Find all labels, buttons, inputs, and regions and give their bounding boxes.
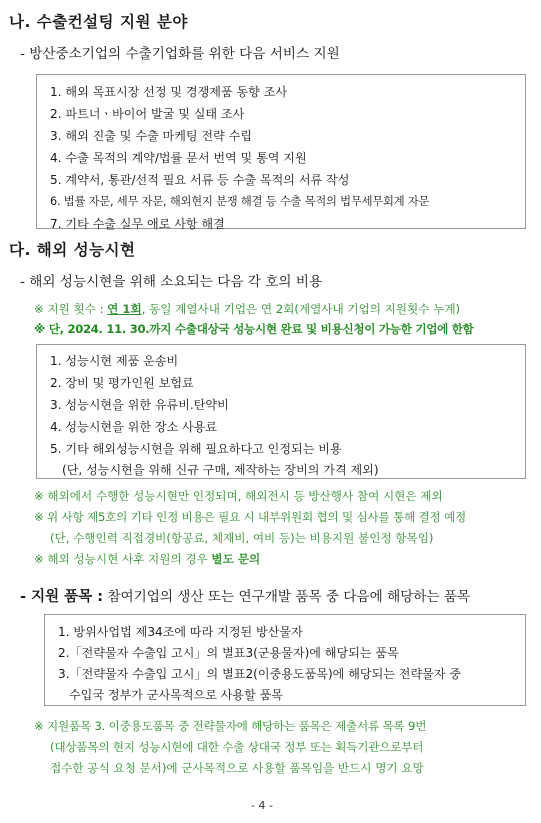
- support-count-note: [34, 301, 460, 317]
- note-committee-review: ※ 위 사항 제5호의 기타 인정 비용은 필요 시 내부위원회 협의 및 심사를 통해 결정 예정: [34, 510, 466, 524]
- list-item: 1. 성능시현 제품 운송비: [50, 354, 179, 368]
- list-item: 4. 수출 목적의 계약/법률 문서 번역 및 통역 지원: [50, 151, 307, 165]
- list-item: 4. 성능시현을 위한 장소 사용료: [50, 420, 218, 434]
- list-item: 1. 해외 목표시장 선정 및 경쟁제품 동향 조사: [50, 85, 288, 99]
- list-item: 2. 파트너ㆍ바이어 발굴 및 실태 조사: [50, 107, 245, 121]
- dual-use-note: ※ 지원품목 3. 이중용도품목 중 전략물자에 해당하는 품목은 제출서류 목록 9번: [34, 719, 427, 733]
- deadline-note: ※ 단, 2024. 11. 30.까지 수출대상국 성능시현 완료 및 비용신청이 가능한 기업에 한함: [34, 322, 474, 336]
- list-item: 7. 기타 수출 실무 애로 사항 해결: [50, 217, 225, 231]
- note-post-support: [34, 551, 260, 567]
- list-item: 수입국 정부가 군사목적으로 사용할 품목: [69, 688, 283, 702]
- list-item: 5. 계약서, 통관/선적 필요 서류 등 수출 목적의 서류 작성: [50, 173, 350, 187]
- export-consulting-list-box: [36, 74, 526, 229]
- support-count-note-prefix: ※ 지원 횟수 :: [34, 302, 108, 316]
- section-subtitle-performance-demo: - 해외 성능시현을 위해 소요되는 다음 각 호의 비용: [20, 274, 323, 290]
- section-title-performance-demo: 다. 해외 성능시현: [9, 241, 136, 259]
- dual-use-note-cont: (대상품목의 현지 성능시현에 대한 수출 상대국 정부 또는 획득기관으로부터: [50, 740, 424, 754]
- section-subtitle-export-consulting: - 방산중소기업의 수출기업화를 위한 다음 서비스 지원: [20, 46, 340, 62]
- supported-items-list-box: [44, 614, 526, 706]
- support-count-emphasis: 연 1회: [107, 302, 142, 316]
- note-overseas-only: ※ 해외에서 수행한 성능시현만 인정되며, 해외전시 등 방산행사 참여 시현은 제외: [34, 489, 443, 503]
- list-item: 1. 방위사업법 제34조에 따라 지정된 방산물자: [58, 625, 303, 639]
- list-item: 3. 해외 진출 및 수출 마케팅 전략 수립: [50, 129, 253, 143]
- list-item: 6. 법률 자문, 세무 자문, 해외현지 분쟁 해결 등 수출 목적의 법무세무회계 자문: [50, 195, 430, 208]
- list-item: 2.「전략물자 수출입 고시」의 별표3(군용물자)에 해당되는 품목: [58, 646, 399, 660]
- page-number: - 4 -: [251, 799, 273, 812]
- note-post-support-prefix: ※ 해외 성능시현 사후 지원의 경우: [34, 552, 212, 566]
- note-post-support-emphasis: 별도 문의: [211, 552, 261, 566]
- section-title-export-consulting: 나. 수출컨설팅 지원 분야: [9, 13, 188, 31]
- list-item: (단, 성능시현을 위해 신규 구매, 제작하는 장비의 가격 제외): [62, 463, 379, 477]
- supported-items-label: - 지원 품목 :: [20, 589, 103, 605]
- list-item: 5. 기타 해외성능시현을 위해 필요하다고 인정되는 비용: [50, 442, 342, 456]
- list-item: 2. 장비 및 평가인원 보험료: [50, 376, 194, 390]
- performance-demo-list-box: [36, 344, 526, 479]
- support-count-note-suffix: , 동일 계열사내 기업은 연 2회(계열사내 기업의 지원횟수 누계): [141, 302, 461, 316]
- list-item: 3. 성능시현을 위한 유류비.탄약비: [50, 398, 229, 412]
- note-excluded-expenses: (단, 수행인력 직접경비(항공료, 체재비, 여비 등)는 비용지원 불인정 항목임): [50, 531, 434, 545]
- dual-use-note-cont: 접수한 공식 요청 문서)에 군사목적으로 사용할 품목임을 반드시 명기 요망: [50, 761, 424, 775]
- supported-items-description: 참여기업의 생산 또는 연구개발 품목 중 다음에 해당하는 품목: [107, 589, 471, 605]
- supported-items-line: [20, 585, 470, 606]
- list-item: 3.「전략물자 수출입 고시」의 별표2(이중용도품목)에 해당되는 전략물자 중: [58, 667, 462, 681]
